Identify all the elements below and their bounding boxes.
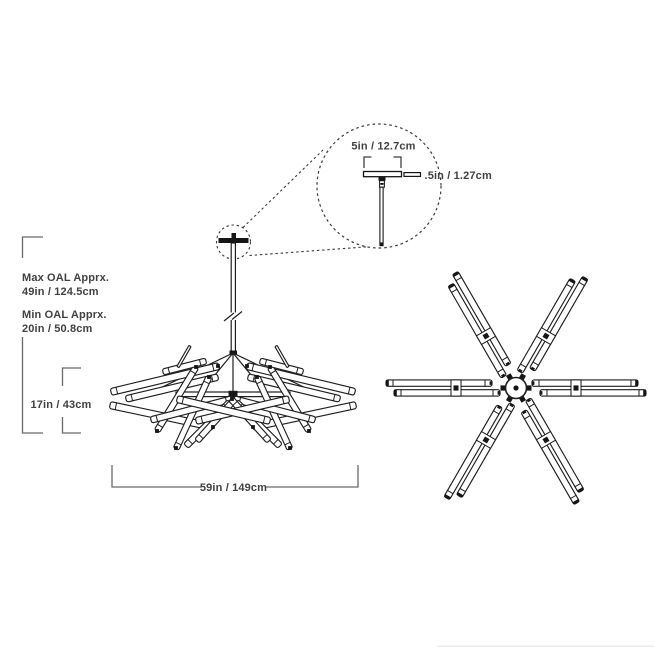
min-oal-label: Min OAL Apprx. [22, 309, 107, 321]
side-view-fixture [109, 233, 356, 450]
ceiling-canopy [219, 238, 249, 243]
rod-break-symbol [224, 312, 242, 322]
canopy-thickness-bar [404, 173, 421, 177]
oal-bracket-top [23, 237, 44, 258]
canopy-thickness-label: .5in / 1.27cm [424, 169, 492, 182]
body-height-bracket-bottom [63, 417, 82, 433]
canopy-width-label: 5in / 12.7cm [351, 140, 416, 153]
min-oal-value: 20in / 50.8cm [22, 323, 93, 335]
top-view-fixture [386, 271, 646, 504]
body-height-label: 17in / 43cm [30, 399, 92, 411]
hanging-rod [231, 243, 235, 353]
max-oal-label: Max OAL Apprx. [22, 272, 110, 284]
max-oal-value: 49in / 124.5cm [22, 286, 99, 298]
diameter-label: 59in / 149cm [199, 482, 268, 494]
page-edge-rule [437, 646, 654, 648]
body-height-bracket-top [63, 368, 82, 386]
oal-bracket-bottom [23, 337, 44, 433]
